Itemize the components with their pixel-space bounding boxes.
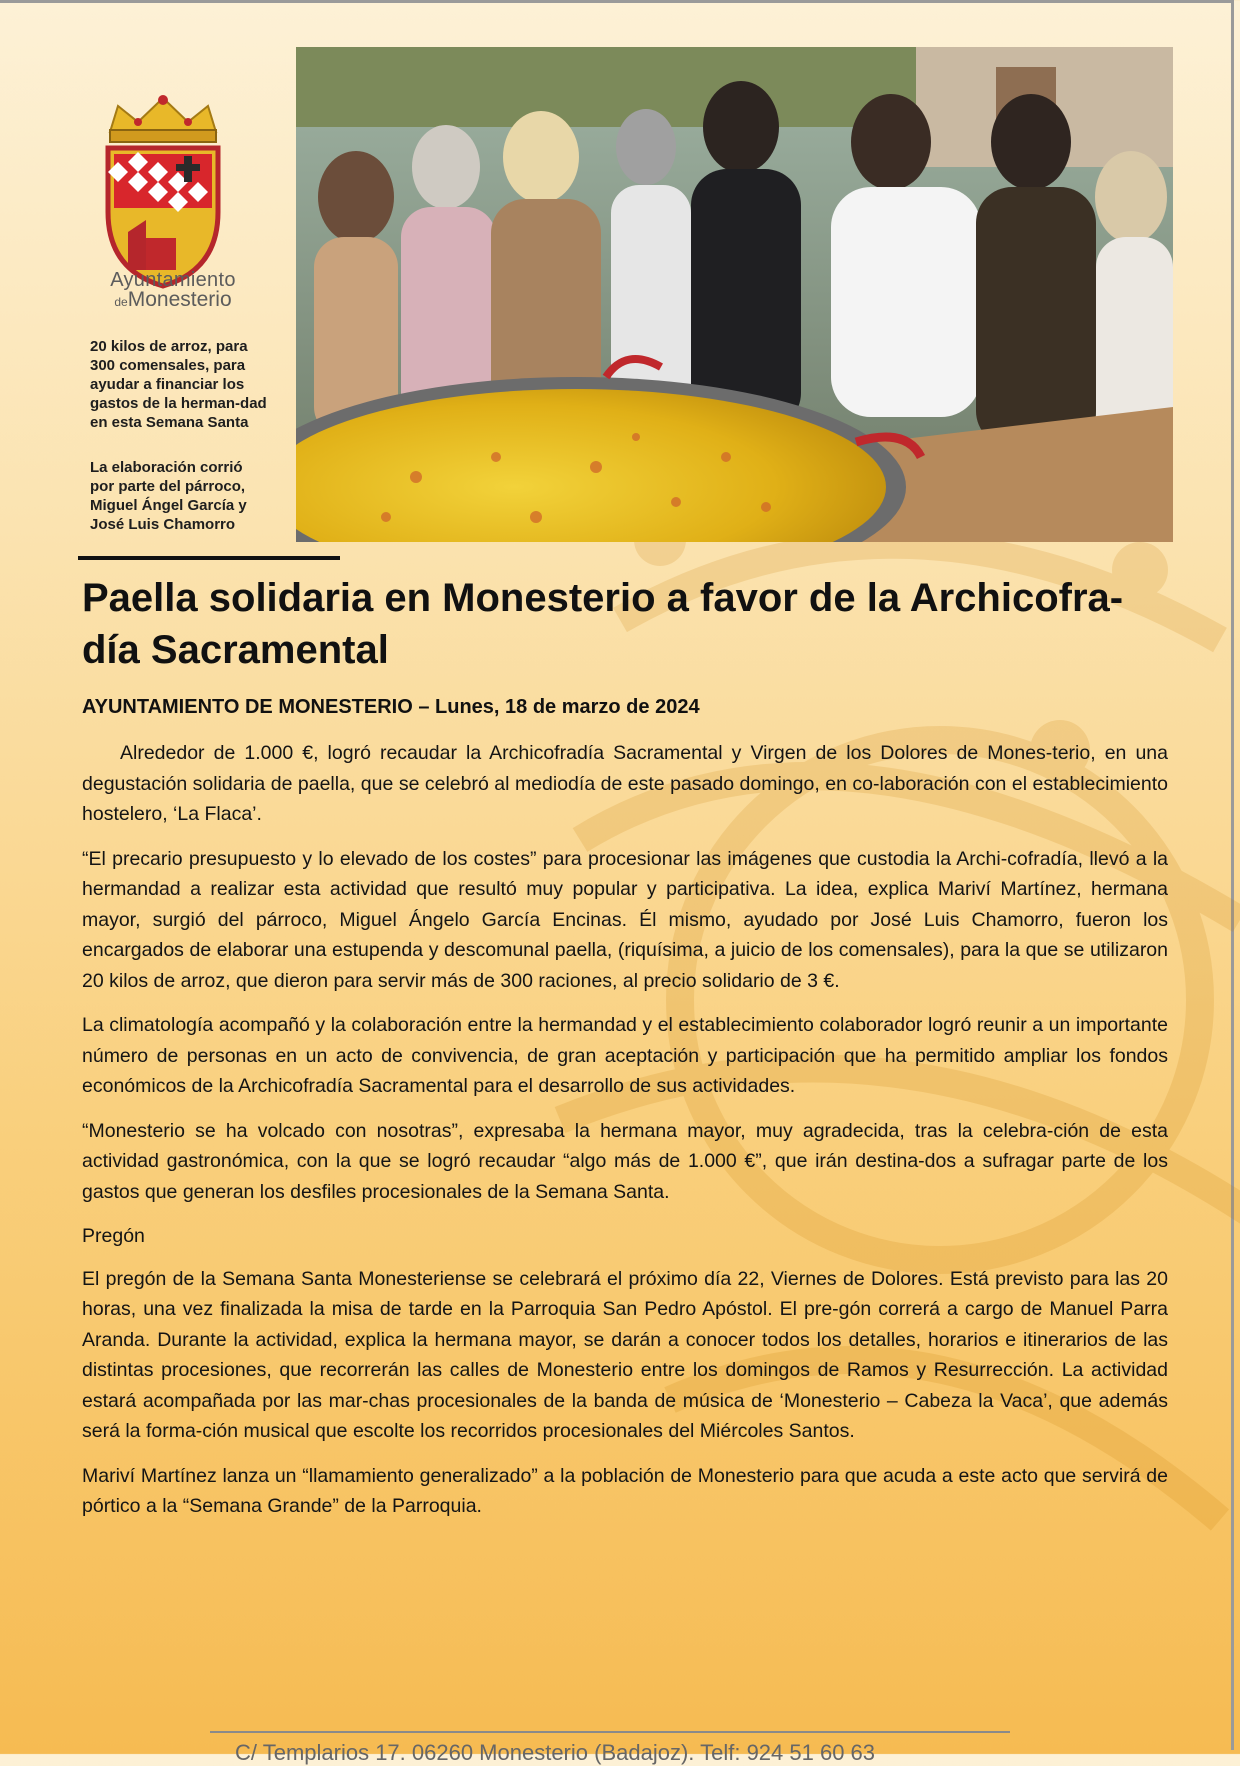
article-paragraph-1: Alrededor de 1.000 €, logró recaudar la Archicofradía Sacramental y Virgen de los Dolores de Mones-terio, en una degustación solidaria de paella, que se celebró al mediodía de este pasado domingo, en co-laboración con el establecimiento hostelero, ‘La Flaca’. [82, 742, 1168, 825]
article-paragraph-3: La climatología acompañó y la colaboración entre la hermandad y el establecimiento colaborador logró reunir a un importante número de personas en un acto de convivencia, de gran aceptación y participación que ha permitido ampliar los fondos económicos de la Archicofradía Sacramental para el desarrollo de sus actividades. [82, 1014, 1168, 1097]
title-rule [78, 556, 340, 560]
article-byline: AYUNTAMIENTO DE MONESTERIO – Lunes, 18 de marzo de 2024 [82, 696, 700, 718]
footer-rule [210, 1731, 1010, 1733]
article-body [82, 738, 1168, 1536]
logo-line-2 [88, 290, 258, 312]
logo-line-1: Ayuntamiento [110, 269, 236, 291]
photo-caption-2: La elaboración corrió por parte del párroco, Miguel Ángel García y José Luis Chamorro [90, 459, 247, 533]
article-paragraph-2: “El precario presupuesto y lo elevado de los costes” para procesionar las imágenes que custodia la Archi-cofradía, llevó a la hermandad a realizar esta actividad que resultó muy popular y participativa. La idea, explica Mariví Martínez, hermana mayor, surgió del párroco, Miguel Ángelo García Encinas. Él mismo, ayudado por José Luis Chamorro, fueron los encargados de elaborar una estupenda y descomunal paella, (riquísima, a juicio de los comensales), para la que se utilizaron 20 kilos de arroz, que dieron para servir más de 300 raciones, al precio solidario de 3 €. [82, 847, 1168, 992]
logo-line-2-prefix: de [114, 295, 128, 309]
photo-caption-1: 20 kilos de arroz, para 300 comensales, para ayudar a financiar los gastos de la herman-dad en esta Semana Santa [90, 338, 267, 431]
article-paragraph-6: Mariví Martínez lanza un “llamamiento generalizado” a la población de Monesterio para que acuda a este acto que servirá de pórtico a la “Semana Grande” de la Parroquia. [82, 1464, 1168, 1517]
footer-address: C/ Templarios 17. 06260 Monesterio (Badajoz). Telf: 924 51 60 63 [235, 1740, 876, 1765]
article-title: Paella solidaria en Monesterio a favor de la Archicofra-día Sacramental [82, 576, 1124, 672]
paella-event-photo [296, 47, 1173, 542]
article-paragraph-4: “Monesterio se ha volcado con nosotras”, expresaba la hermana mayor, muy agradecida, tras la celebra-ción de esta actividad gastronómica, con la que se logró recaudar “algo más de 1.000 €”, que irán destina-dos a sufragar parte de los gastos que generan los desfiles procesionales de la Semana Santa. [82, 1119, 1168, 1203]
logo-line-2-town: Monesterio [127, 288, 232, 311]
article-subheading: Pregón [82, 1225, 145, 1247]
ayuntamiento-logo-text [88, 270, 258, 312]
article-paragraph-5: El pregón de la Semana Santa Monesteriense se celebrará el próximo día 22, Viernes de Dolores. Está previsto para las 20 horas, una vez finalizada la misa de tarde en la Parroquia San Pedro Apóstol. El pre-gón correrá a cargo de Manuel Parra Aranda. Durante la actividad, explica la hermana mayor, se darán a conocer todos los detalles, horarios e itinerarios de las distintas procesiones, que recorrerán las calles de Monesterio entre los domingos de Ramos y Resurrección. La actividad estará acompañada por las mar-chas procesionales de la banda de música de ‘Monesterio – Cabeza la Vaca’, que además será la forma-ción musical que escolte los recorridos procesionales del Miércoles Santos. [82, 1267, 1168, 1442]
